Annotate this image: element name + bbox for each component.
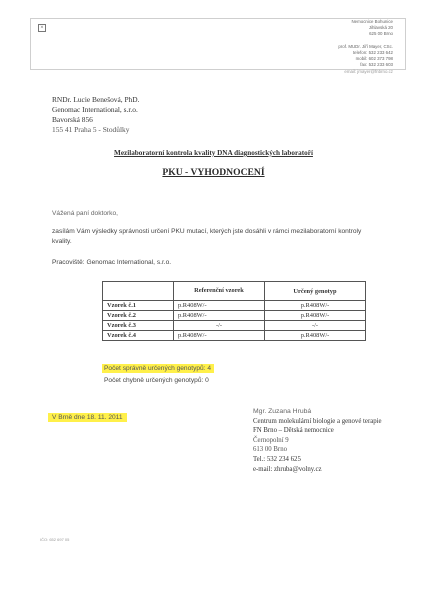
table-header-genotype: Určený genotyp [265, 282, 366, 301]
hospital-address [352, 19, 394, 37]
contact-line: mobil: 602 373 798 [355, 56, 393, 61]
genotype-value: p.R408W/- [265, 311, 366, 321]
table-header-cell [103, 282, 174, 301]
sample-label: Vzorek č.2 [103, 311, 174, 321]
salutation: Vážená paní doktorko, [52, 210, 118, 217]
reference-value: -/- [174, 321, 265, 331]
table-row [103, 301, 366, 311]
recipient-company: Genomac International, s.r.o. [52, 105, 138, 114]
signatory-name: Mgr. Zuzana Hrubá [253, 408, 312, 415]
hospital-line: 625 00 Brno [369, 31, 393, 36]
signatory-phone: Tel.: 532 234 625 [253, 455, 301, 463]
table-row [103, 321, 366, 331]
results-table [102, 281, 366, 341]
signatory-hospital: FN Brno – Dětská nemocnice [253, 427, 334, 435]
recipient-name: RNDr. Lucie Benešová, PhD. [52, 95, 140, 104]
workplace-line: Pracoviště: Genomac International, s.r.o. [52, 259, 172, 266]
table-header-row [103, 282, 366, 301]
signature-block [253, 407, 382, 474]
table-row [103, 331, 366, 341]
logo-icon: × [38, 24, 46, 32]
recipient-street: Bavorská 856 [52, 115, 93, 124]
correct-count-highlighted: Počet správně určených genotypů: 4 [102, 364, 214, 373]
table-row [103, 311, 366, 321]
hospital-line: Jihlavská 20 [368, 25, 393, 30]
hospital-line: Nemocnice Bohunice [351, 19, 393, 24]
sample-label: Vzorek č.1 [103, 301, 174, 311]
contact-line: fax: 532 233 603 [360, 62, 393, 67]
date-line-highlighted: V Brně dne 18. 11. 2011 [48, 413, 127, 422]
reference-value: p.R408W/- [174, 331, 265, 341]
sample-label: Vzorek č.4 [103, 331, 174, 341]
head-contact [338, 44, 393, 68]
body-paragraph: zasílám Vám výsledky správnosti určení PKU mutací, kterých jste dosáhli v rámci mezilaboratorní kontroly kvality. [52, 228, 362, 245]
head-email: email: jmayer@fnbrno.cz [344, 69, 393, 74]
signatory-email: e-mail: zhruba@volny.cz [253, 465, 322, 473]
contact-line: prof. MUDr. Jiří Mayer, CSc. [338, 44, 393, 49]
wrong-count: Počet chybně určených genotypů: 0 [104, 377, 209, 384]
document-subtitle: Mezilaboratorní kontrola kvality DNA diagnostických laboratoří [114, 149, 313, 157]
genotype-value: -/- [265, 321, 366, 331]
contact-line: telefon: 532 233 642 [352, 50, 393, 55]
reference-value: p.R408W/- [174, 301, 265, 311]
recipient-address [52, 95, 139, 135]
document-title: PKU - VYHODNOCENÍ [162, 167, 265, 178]
genotype-value: p.R408W/- [265, 301, 366, 311]
footer-ico: IČO: 652 697 05 [40, 537, 70, 542]
signatory-postcode: 613 00 Brno [253, 446, 287, 454]
genotype-value: p.R408W/- [265, 331, 366, 341]
table-header-reference: Referenční vzorek [174, 282, 265, 301]
recipient-city: 155 41 Praha 5 - Stodůlky [52, 125, 130, 134]
reference-value: p.R408W/- [174, 311, 265, 321]
sample-label: Vzorek č.3 [103, 321, 174, 331]
signatory-dept: Centrum molekulární biologie a genové terapie [253, 417, 382, 425]
signatory-street: Černopolní 9 [253, 436, 289, 444]
